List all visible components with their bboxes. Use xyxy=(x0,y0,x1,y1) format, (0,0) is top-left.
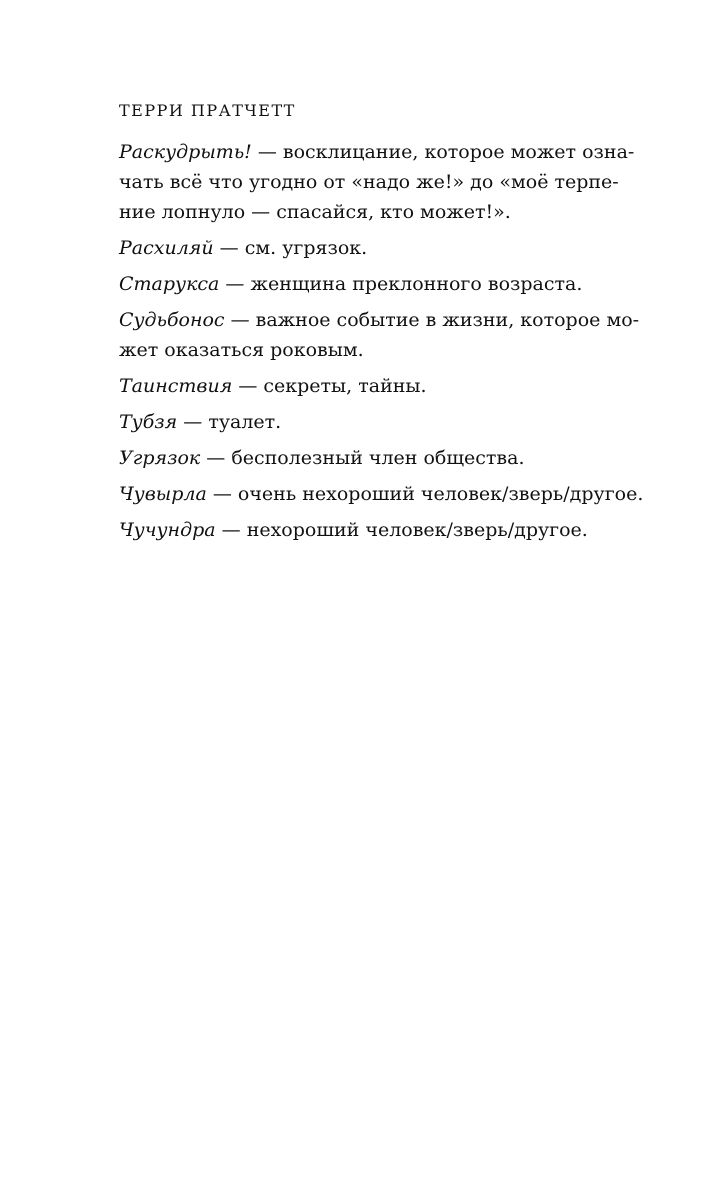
glossary-definition: — восклицание, которое может озна- xyxy=(251,141,635,163)
running-head: ТЕРРИ ПРАТЧЕТТ xyxy=(119,101,296,120)
glossary-term: Таинствия xyxy=(119,375,233,397)
glossary-definition: — секреты, тайны. xyxy=(232,375,427,397)
glossary-term: Угрязок xyxy=(119,447,201,469)
entry-line xyxy=(119,305,639,335)
glossary-term: Судьбонос xyxy=(119,309,225,331)
glossary-definition: — нехороший человек/зверь/другое. xyxy=(215,519,588,541)
glossary-entry xyxy=(119,137,639,227)
glossary-term: Чучундра xyxy=(119,519,216,541)
glossary-term: Расхиляй xyxy=(119,237,214,259)
glossary-term: Раскудрыть! xyxy=(119,141,252,163)
entry-line xyxy=(119,137,639,167)
glossary-term: Чувырла xyxy=(119,483,207,505)
glossary-entry xyxy=(119,479,644,509)
glossary-entry xyxy=(119,443,639,473)
glossary-definition: — см. угрязок. xyxy=(213,237,368,259)
entry-line xyxy=(119,443,639,473)
entry-line: жет оказаться роковым. xyxy=(119,339,364,361)
glossary-definition: — важное событие в жизни, которое мо- xyxy=(224,309,640,331)
entry-line xyxy=(119,515,639,545)
entry-line xyxy=(119,233,639,263)
glossary-term: Старукса xyxy=(119,273,220,295)
glossary-definition: — туалет. xyxy=(177,411,282,433)
glossary-entry xyxy=(119,269,639,299)
glossary-list xyxy=(119,137,644,551)
glossary-definition: — женщина преклонного возраста. xyxy=(219,273,583,295)
glossary-entry xyxy=(119,305,639,365)
entry-line xyxy=(119,371,639,401)
entry-line xyxy=(119,269,639,299)
glossary-term: Тубзя xyxy=(119,411,178,433)
glossary-entry xyxy=(119,233,639,263)
entry-line xyxy=(119,479,644,509)
glossary-entry xyxy=(119,515,639,545)
entry-line xyxy=(119,407,639,437)
entry-line: чать всё что угодно от «надо же!» до «моё терпе- xyxy=(119,171,619,193)
glossary-definition: — очень нехороший человек/зверь/другое. xyxy=(206,483,644,505)
glossary-definition: — бесполезный член общества. xyxy=(200,447,525,469)
glossary-entry xyxy=(119,407,639,437)
entry-line: ние лопнуло — спасайся, кто может!». xyxy=(119,201,511,223)
glossary-entry xyxy=(119,371,639,401)
